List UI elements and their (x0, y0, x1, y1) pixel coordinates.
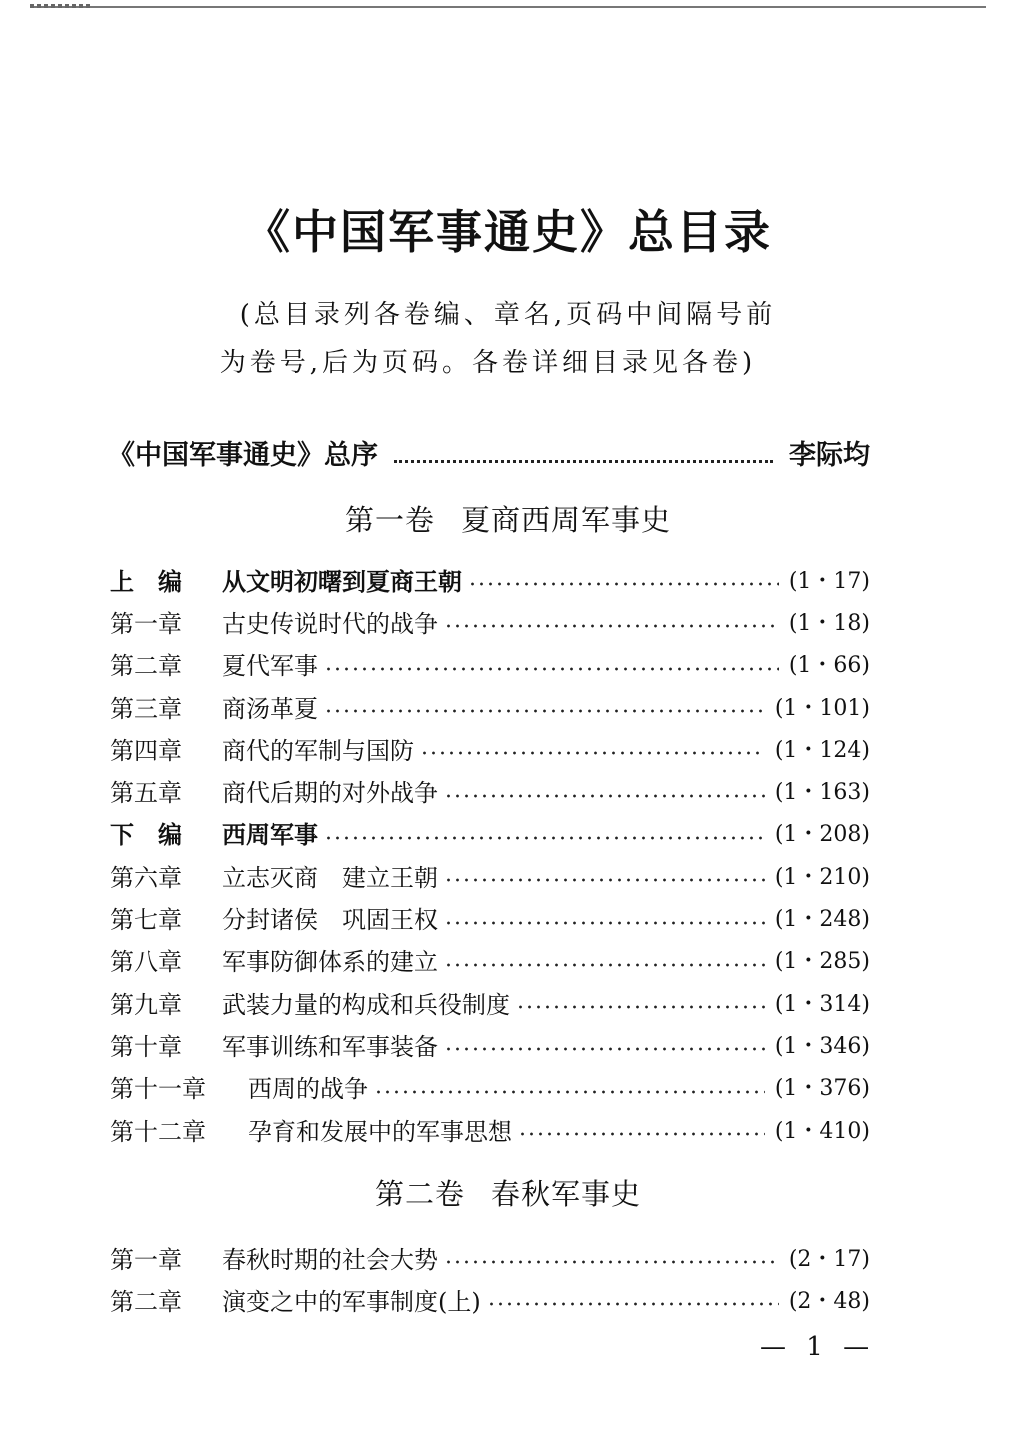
entry-page: (1・210) (774, 864, 870, 890)
volume-1-toc (110, 558, 870, 1150)
volume-1-heading (0, 498, 1016, 539)
leader-dots (444, 875, 765, 885)
leader-dots (324, 706, 765, 716)
entry-label: 第一章 (110, 609, 182, 638)
toc-entry (110, 769, 870, 811)
entry-page: (2・48) (788, 1288, 870, 1314)
leader-dots (324, 664, 779, 674)
entry-label: 第三章 (110, 694, 182, 723)
toc-entry (110, 981, 870, 1023)
volume-name: 春秋军事史 (491, 1177, 642, 1211)
toc-entry (110, 1108, 870, 1150)
entry-label: 第九章 (110, 990, 182, 1019)
leader-dots (324, 833, 765, 843)
toc-entry (110, 896, 870, 938)
toc-entry (110, 812, 870, 854)
toc-entry (110, 600, 870, 642)
top-border-dash (30, 4, 90, 8)
entry-label: 第十章 (110, 1032, 182, 1061)
volume-number: 第二卷 (374, 1177, 465, 1211)
leader-dots (487, 1299, 779, 1309)
entry-title: 演变之中的军事制度(上) (222, 1287, 481, 1316)
toc-entry (110, 1278, 870, 1320)
leader-dots (444, 960, 765, 970)
leader-dots (444, 1044, 765, 1054)
entry-title: 从文明初曙到夏商王朝 (222, 567, 462, 596)
leader-dots (444, 621, 779, 631)
page-number: — 1 — (760, 1332, 876, 1362)
leader-dots (468, 579, 779, 589)
volume-number: 第一卷 (344, 503, 435, 537)
entry-label: 第一章 (110, 1245, 182, 1274)
leader-dots (374, 1087, 765, 1097)
entry-title: 西周军事 (222, 821, 318, 850)
entry-page: (1・124) (774, 737, 870, 763)
note-line-2: 为卷号,后为页码。各卷详细目录见各卷) (219, 348, 757, 378)
entry-title: 商代的军制与国防 (222, 736, 414, 765)
entry-title: 武装力量的构成和兵役制度 (222, 990, 510, 1019)
entry-label: 第二章 (110, 652, 182, 681)
preface-author: 李际均 (789, 439, 870, 471)
leader-dots (444, 1257, 779, 1267)
leader-dots (518, 1129, 765, 1139)
entry-label: 第八章 (110, 948, 182, 977)
note-line-1: (总目录列各卷编、章名,页码中间隔号前 (239, 300, 777, 330)
leader-dots (444, 791, 765, 801)
volume-2-toc (110, 1236, 870, 1321)
volume-name: 夏商西周军事史 (461, 503, 672, 537)
entry-label: 上 编 (110, 567, 182, 596)
toc-entry (110, 727, 870, 769)
entry-page: (1・314) (774, 991, 870, 1017)
entry-title: 孕育和发展中的军事思想 (248, 1117, 512, 1146)
entry-title: 商代后期的对外战争 (222, 779, 438, 808)
entry-title: 西周的战争 (248, 1075, 368, 1104)
toc-entry (110, 558, 870, 600)
leader-dots (394, 442, 773, 463)
entry-page: (1・248) (774, 907, 870, 933)
preface-label: 《中国军事通史》总序 (108, 439, 378, 471)
entry-page: (1・18) (788, 610, 870, 636)
entry-title: 分封诸侯 巩固王权 (222, 906, 438, 935)
leader-dots (516, 1002, 765, 1012)
entry-label: 第十二章 (110, 1117, 206, 1146)
toc-entry (110, 685, 870, 727)
toc-entry (110, 1023, 870, 1065)
entry-page: (1・66) (788, 653, 870, 679)
toc-entry (110, 939, 870, 981)
entry-label: 下 编 (110, 821, 182, 850)
entry-title: 春秋时期的社会大势 (222, 1245, 438, 1274)
toc-entry (110, 1236, 870, 1278)
entry-page: (1・101) (774, 695, 870, 721)
toc-entry (110, 643, 870, 685)
entry-label: 第六章 (110, 863, 182, 892)
entry-page: (1・285) (774, 949, 870, 975)
preface-entry (108, 432, 870, 472)
entry-label: 第二章 (110, 1287, 182, 1316)
leader-dots (444, 918, 765, 928)
entry-title: 商汤革夏 (222, 694, 318, 723)
entry-title: 军事防御体系的建立 (222, 948, 438, 977)
entry-label: 第十一章 (110, 1075, 206, 1104)
leader-dots (420, 748, 765, 758)
toc-entry (110, 1066, 870, 1108)
entry-label: 第七章 (110, 906, 182, 935)
entry-label: 第五章 (110, 779, 182, 808)
entry-page: (1・208) (774, 822, 870, 848)
top-border-line (30, 6, 986, 8)
entry-page: (2・17) (788, 1246, 870, 1272)
entry-page: (1・410) (774, 1118, 870, 1144)
entry-title: 军事训练和军事装备 (222, 1032, 438, 1061)
entry-page: (1・17) (788, 568, 870, 594)
entry-title: 立志灭商 建立王朝 (222, 863, 438, 892)
entry-page: (1・376) (774, 1076, 870, 1102)
entry-label: 第四章 (110, 736, 182, 765)
volume-2-heading (0, 1172, 1016, 1213)
entry-title: 古史传说时代的战争 (222, 609, 438, 638)
page-title: 《中国军事通史》总目录 (244, 205, 772, 259)
entry-page: (1・163) (774, 780, 870, 806)
toc-entry (110, 854, 870, 896)
entry-page: (1・346) (774, 1033, 870, 1059)
entry-title: 夏代军事 (222, 652, 318, 681)
